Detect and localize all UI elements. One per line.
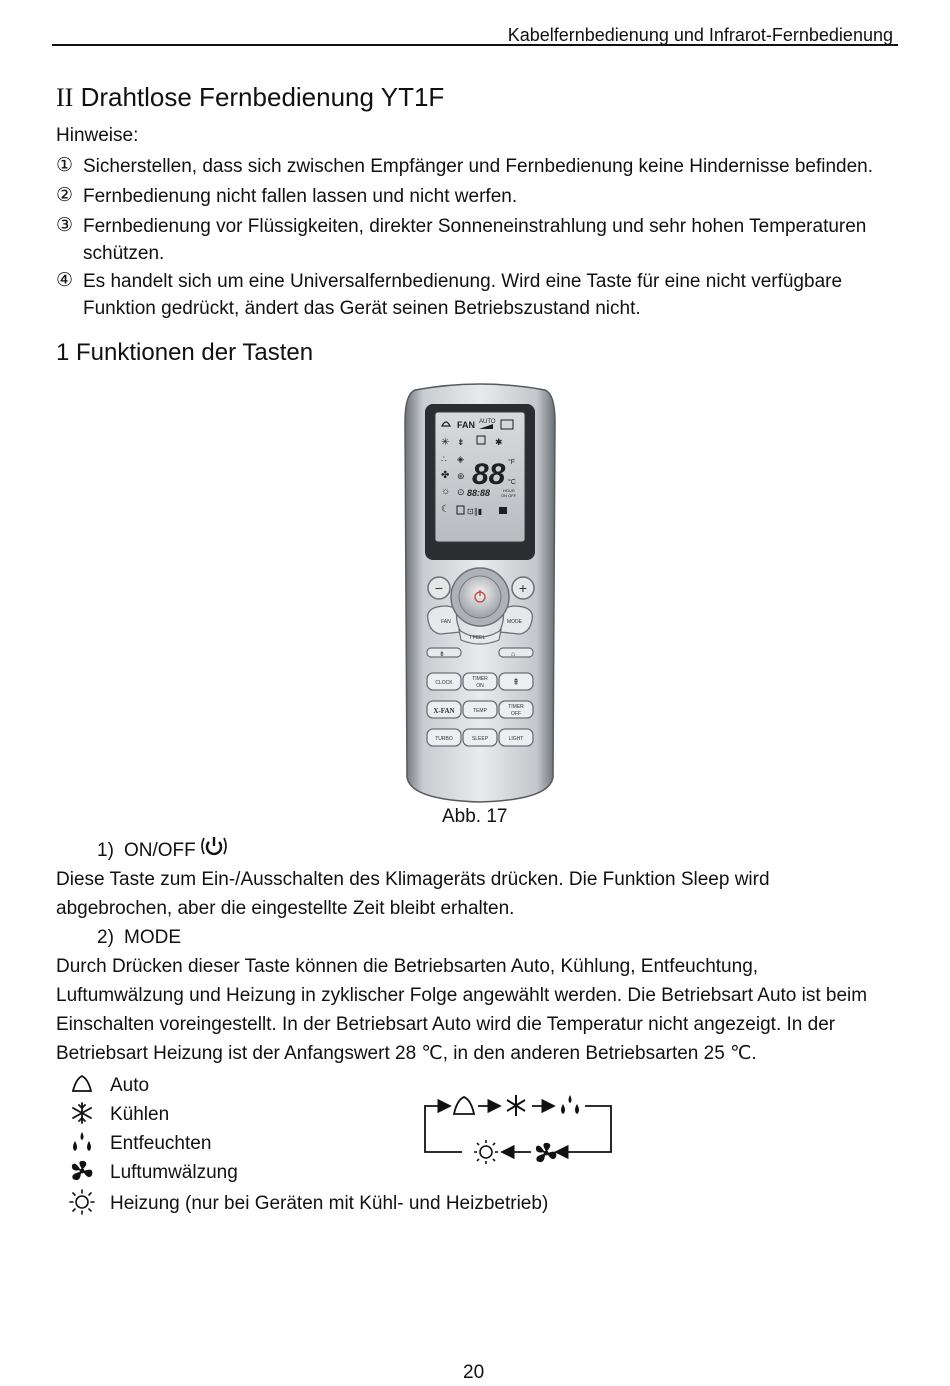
svg-text:+: + xyxy=(518,580,528,596)
svg-text:ON: ON xyxy=(476,683,484,689)
mode-label-auto: Auto xyxy=(110,1075,150,1096)
subsection-title: 1 Funktionen der Tasten xyxy=(56,339,314,366)
svg-text:X-FAN: X-FAN xyxy=(433,707,455,715)
lcd-unit-f: °F xyxy=(508,459,516,466)
lcd-auto-label: AUTO xyxy=(479,419,496,425)
svg-text:✳: ✳ xyxy=(441,437,450,448)
snowflake-icon xyxy=(68,1100,96,1126)
svg-text:TIMER: TIMER xyxy=(508,704,524,710)
item-1-line-2: abgebrochen, aber die eingestellte Zeit bleibt erhalten. xyxy=(56,898,515,919)
item-1-title: ON/OFF xyxy=(124,840,196,861)
svg-text:✱: ✱ xyxy=(495,437,503,447)
cycle-auto-icon xyxy=(454,1097,474,1114)
fan-icon xyxy=(68,1158,96,1184)
lcd-hour-label: HOUR xyxy=(503,488,515,493)
svg-text:⇟: ⇟ xyxy=(457,437,465,447)
mode-label-dry: Entfeuchten xyxy=(110,1133,212,1154)
item-2-number: 2) xyxy=(97,927,114,948)
note-3-line-1: Fernbedienung vor Flüssigkeiten, direkter Sonneneinstrahlung und sehr hohen Temperaturen xyxy=(83,216,867,237)
swing-horizontal-button xyxy=(499,648,533,657)
item-1-number: 1) xyxy=(97,840,114,861)
section-roman-numeral: II xyxy=(56,83,74,112)
mode-label-heat: Heizung (nur bei Geräten mit Kühl- und Heizbetrieb) xyxy=(110,1193,549,1214)
running-header: Kabelfernbedienung und Infrarot-Fernbedienung xyxy=(507,25,893,45)
mode-cycle-diagram xyxy=(420,1092,615,1170)
cycle-fan-icon xyxy=(536,1143,556,1162)
svg-text:TIMER: TIMER xyxy=(472,676,488,682)
notes-heading: Hinweise: xyxy=(56,125,139,146)
lcd-fan-label: FAN xyxy=(457,420,475,430)
header-rule xyxy=(52,44,898,46)
svg-text:I FEEL: I FEEL xyxy=(470,635,486,641)
note-1-line-1: Sicherstellen, dass sich zwischen Empfänger und Fernbedienung keine Hindernisse befinden. xyxy=(83,156,874,177)
svg-text:MODE: MODE xyxy=(507,619,522,625)
svg-text:−: − xyxy=(434,580,444,596)
lcd-onoff-label: ON OFF xyxy=(501,493,517,498)
note-number-3: ③ xyxy=(56,215,74,236)
section-title-text: Drahtlose Fernbedienung YT1F xyxy=(80,82,445,112)
figure-caption: Abb. 17 xyxy=(442,806,508,827)
note-number-4: ④ xyxy=(56,270,74,291)
item-2-line-4: Betriebsart Heizung ist der Anfangswert 28 ℃, in den anderen Betriebsarten 25 ℃. xyxy=(56,1043,757,1064)
note-4-line-1: Es handelt sich um eine Universalfernbedienung. Wird eine Taste für eine nicht verfügbare xyxy=(83,271,843,292)
page-number: 20 xyxy=(463,1362,485,1383)
svg-text:SLEEP: SLEEP xyxy=(471,736,489,742)
lcd-clock-digits: 88:88 xyxy=(467,488,491,498)
svg-text:LIGHT: LIGHT xyxy=(508,736,524,742)
item-2-title: MODE xyxy=(124,927,181,948)
note-2-line-1: Fernbedienung nicht fallen lassen und nicht werfen. xyxy=(83,186,518,207)
droplets-icon xyxy=(68,1129,96,1155)
svg-text:◈: ◈ xyxy=(457,454,464,464)
svg-text:⊛: ⊛ xyxy=(457,471,465,481)
remote-control-illustration xyxy=(395,382,565,807)
svg-text:⊙: ⊙ xyxy=(457,487,465,497)
svg-text:CLOCK: CLOCK xyxy=(435,680,453,686)
svg-text:TEMP: TEMP xyxy=(473,708,487,714)
svg-text:∴: ∴ xyxy=(441,454,447,464)
svg-text:⊡∥▮: ⊡∥▮ xyxy=(467,507,483,516)
item-2-line-2: Luftumwälzung und Heizung in zyklischer Folge angewählt werden. Die Betriebsart Auto ist beim xyxy=(56,985,868,1006)
note-number-2: ② xyxy=(56,185,74,206)
svg-text:TURBO: TURBO xyxy=(435,736,453,742)
note-4-line-2: Funktion gedrückt, ändert das Gerät seinen Betriebszustand nicht. xyxy=(83,298,641,319)
lcd-temperature-digits: 88 xyxy=(472,458,506,491)
cycle-snowflake-icon xyxy=(507,1095,525,1116)
svg-text:☾: ☾ xyxy=(441,504,450,515)
lcd-unit-c: °C xyxy=(508,479,516,486)
item-1-line-1: Diese Taste zum Ein-/Ausschalten des Klimageräts drücken. Die Funktion Sleep wird xyxy=(56,869,770,890)
svg-text:⇞: ⇞ xyxy=(512,677,520,687)
svg-text:✤: ✤ xyxy=(441,470,450,481)
cycle-droplets-icon xyxy=(561,1095,579,1114)
svg-text:⇟: ⇟ xyxy=(439,651,445,658)
power-icon xyxy=(199,834,229,858)
power-button xyxy=(459,576,501,618)
note-number-1: ① xyxy=(56,155,74,176)
mode-label-fan: Luftumwälzung xyxy=(110,1162,238,1183)
svg-text:⌂: ⌂ xyxy=(511,651,516,658)
mode-label-cool: Kühlen xyxy=(110,1104,170,1125)
note-3-line-2: schützen. xyxy=(83,243,165,264)
auto-icon xyxy=(68,1071,96,1097)
svg-text:OFF: OFF xyxy=(511,711,521,717)
svg-text:FAN: FAN xyxy=(441,619,451,625)
sun-icon xyxy=(68,1189,96,1215)
svg-text:☼: ☼ xyxy=(441,486,451,497)
item-2-line-3: Einschalten voreingestellt. In der Betriebsart Auto wird die Temperatur nicht angezeigt. In der xyxy=(56,1014,836,1035)
item-2-line-1: Durch Drücken dieser Taste können die Betriebsarten Auto, Kühlung, Entfeuchtung, xyxy=(56,956,759,977)
cycle-sun-icon xyxy=(474,1140,498,1164)
section-title xyxy=(56,82,444,113)
